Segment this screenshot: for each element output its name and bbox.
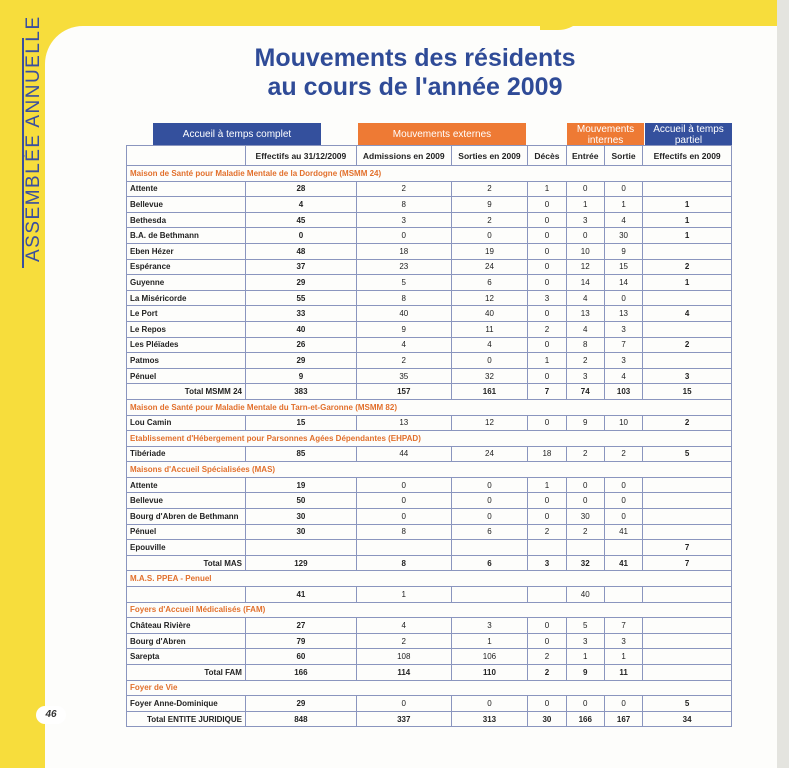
cell-value: 4 [566, 321, 604, 337]
cell-value: 3 [451, 618, 528, 634]
cell-value: 8 [356, 197, 451, 213]
cell-value: 1 [356, 587, 451, 603]
section-label: Etablissement d'Hébergement pour Parsonnes Agées Dépendantes (EHPAD) [127, 431, 732, 447]
cell-value: 0 [566, 493, 604, 509]
cell-value: 44 [356, 446, 451, 462]
cell-value: 3 [643, 368, 732, 384]
cell-value: 9 [566, 665, 604, 681]
cell-value [643, 321, 732, 337]
table-row [127, 696, 732, 712]
row-name: Bellevue [127, 493, 246, 509]
cell-value: 3 [566, 212, 604, 228]
table-row [127, 649, 732, 665]
cell-value: 5 [643, 446, 732, 462]
cell-value: 7 [528, 384, 566, 400]
cell-value: 4 [245, 197, 356, 213]
cell-value: 2 [604, 446, 642, 462]
row-name: Bethesda [127, 212, 246, 228]
row-name: Attente [127, 181, 246, 197]
cell-value: 60 [245, 649, 356, 665]
section-label: Maison de Santé pour Maladie Mentale de la Dordogne (MSMM 24) [127, 166, 732, 182]
cell-value: 23 [356, 259, 451, 275]
cell-value: 14 [604, 275, 642, 291]
cell-value: 9 [604, 243, 642, 259]
row-name: Le Port [127, 306, 246, 322]
page-binding-edge [777, 0, 789, 768]
cell-value: 11 [451, 321, 528, 337]
cell-value: 41 [604, 555, 642, 571]
section-row [127, 166, 732, 182]
section-label: Foyer de Vie [127, 680, 732, 696]
cell-value [604, 540, 642, 556]
cell-value: 1 [566, 197, 604, 213]
cell-value: 1 [643, 228, 732, 244]
table-row [127, 321, 732, 337]
cell-value: 18 [528, 446, 566, 462]
row-name: B.A. de Bethmann [127, 228, 246, 244]
table-row [127, 228, 732, 244]
cell-value: 2 [356, 181, 451, 197]
cell-value: 1 [643, 212, 732, 228]
cell-value: 10 [566, 243, 604, 259]
cell-value: 1 [528, 477, 566, 493]
cell-value: 166 [566, 711, 604, 727]
residents-table [126, 145, 732, 727]
section-row [127, 571, 732, 587]
cell-value: 2 [356, 353, 451, 369]
cell-value: 3 [528, 555, 566, 571]
cell-value: 4 [566, 290, 604, 306]
cell-value: 0 [604, 290, 642, 306]
cell-value: 79 [245, 633, 356, 649]
section-label: Maison de Santé pour Maladie Mentale du Tarn-et-Garonne (MSMM 82) [127, 399, 732, 415]
cell-value: 9 [566, 415, 604, 431]
table-row [127, 243, 732, 259]
cell-value: 0 [528, 259, 566, 275]
cell-value: 0 [528, 415, 566, 431]
cell-value: 0 [528, 509, 566, 525]
cell-value: 4 [356, 618, 451, 634]
cell-value: 1 [451, 633, 528, 649]
table-row [127, 259, 732, 275]
cell-value: 3 [566, 633, 604, 649]
cell-value: 2 [528, 649, 566, 665]
cell-value: 30 [245, 524, 356, 540]
cell-value: 24 [451, 259, 528, 275]
cell-value: 19 [451, 243, 528, 259]
table-row [127, 353, 732, 369]
cell-value: 2 [356, 633, 451, 649]
table-row [127, 212, 732, 228]
cell-value: 41 [245, 587, 356, 603]
cell-value: 48 [245, 243, 356, 259]
cell-value: 337 [356, 711, 451, 727]
cell-value: 40 [245, 321, 356, 337]
section-label: Maisons d'Accueil Spécialisées (MAS) [127, 462, 732, 478]
cell-value: 2 [528, 665, 566, 681]
cell-value: 32 [451, 368, 528, 384]
row-name: Total MAS [127, 555, 246, 571]
cell-value [643, 353, 732, 369]
header-accueil-partiel: Accueil à temps partiel [645, 123, 732, 146]
cell-value [451, 540, 528, 556]
cell-value: 108 [356, 649, 451, 665]
column-header: Entrée [566, 146, 604, 166]
cell-value: 167 [604, 711, 642, 727]
cell-value: 3 [528, 290, 566, 306]
table-row [127, 275, 732, 291]
cell-value [643, 290, 732, 306]
row-name: Château Rivière [127, 618, 246, 634]
table-row [127, 540, 732, 556]
cell-value: 2 [566, 524, 604, 540]
cell-value: 0 [451, 228, 528, 244]
cell-value: 15 [604, 259, 642, 275]
cell-value [643, 509, 732, 525]
column-header: Sortie [604, 146, 642, 166]
cell-value: 1 [604, 649, 642, 665]
cell-value: 35 [356, 368, 451, 384]
cell-value: 13 [604, 306, 642, 322]
cell-value: 0 [528, 306, 566, 322]
cell-value: 383 [245, 384, 356, 400]
cell-value: 5 [566, 618, 604, 634]
cell-value: 7 [604, 618, 642, 634]
cell-value: 9 [245, 368, 356, 384]
cell-value: 0 [528, 633, 566, 649]
row-name: Sarepta [127, 649, 246, 665]
table-row [127, 337, 732, 353]
cell-value: 12 [451, 290, 528, 306]
column-header: Effectifs en 2009 [643, 146, 732, 166]
cell-value: 2 [451, 212, 528, 228]
header-mouvements-internes: Mouvements internes [567, 123, 644, 146]
header-mouvements-externes: Mouvements externes [358, 123, 526, 146]
section-row [127, 431, 732, 447]
cell-value: 27 [245, 618, 356, 634]
cell-value: 5 [356, 275, 451, 291]
table-row [127, 446, 732, 462]
cell-value: 29 [245, 275, 356, 291]
cell-value: 19 [245, 477, 356, 493]
cell-value: 9 [451, 197, 528, 213]
cell-value [528, 540, 566, 556]
cell-value: 1 [528, 353, 566, 369]
cell-value: 15 [643, 384, 732, 400]
section-row [127, 399, 732, 415]
cell-value: 0 [356, 493, 451, 509]
cell-value: 129 [245, 555, 356, 571]
cell-value: 40 [451, 306, 528, 322]
cell-value: 30 [245, 509, 356, 525]
cell-value: 0 [528, 197, 566, 213]
column-header: Admissions en 2009 [356, 146, 451, 166]
page-title-line1: Mouvements des résidents [254, 44, 576, 72]
row-name: Eben Hézer [127, 243, 246, 259]
cell-value: 8 [356, 290, 451, 306]
row-name: Attente [127, 477, 246, 493]
cell-value: 1 [604, 197, 642, 213]
cell-value: 0 [528, 493, 566, 509]
column-header: Décès [528, 146, 566, 166]
cell-value: 0 [451, 509, 528, 525]
cell-value: 0 [604, 181, 642, 197]
row-name: Bourg d'Abren de Bethmann [127, 509, 246, 525]
cell-value: 0 [356, 477, 451, 493]
row-name: Pénuel [127, 368, 246, 384]
cell-value: 50 [245, 493, 356, 509]
cell-value: 13 [356, 415, 451, 431]
cell-value [643, 524, 732, 540]
cell-value: 0 [528, 368, 566, 384]
cell-value: 18 [356, 243, 451, 259]
cell-value: 40 [356, 306, 451, 322]
cell-value: 0 [528, 696, 566, 712]
cell-value: 3 [604, 633, 642, 649]
cell-value: 0 [451, 493, 528, 509]
section-row [127, 680, 732, 696]
cell-value [643, 181, 732, 197]
cell-value [643, 587, 732, 603]
cell-value [643, 243, 732, 259]
cell-value: 3 [566, 368, 604, 384]
cell-value: 15 [245, 415, 356, 431]
cell-value: 6 [451, 275, 528, 291]
cell-value: 0 [451, 696, 528, 712]
table-row [127, 509, 732, 525]
cell-value: 2 [528, 321, 566, 337]
row-name: Pénuel [127, 524, 246, 540]
row-name: Espérance [127, 259, 246, 275]
cell-value: 5 [643, 696, 732, 712]
cell-value: 0 [528, 228, 566, 244]
cell-value: 0 [604, 696, 642, 712]
cell-value: 1 [566, 649, 604, 665]
cell-value: 33 [245, 306, 356, 322]
cell-value: 2 [566, 353, 604, 369]
cell-value: 110 [451, 665, 528, 681]
cell-value: 40 [566, 587, 604, 603]
cell-value: 0 [566, 477, 604, 493]
cell-value: 7 [604, 337, 642, 353]
cell-value: 0 [604, 509, 642, 525]
cell-value: 0 [528, 212, 566, 228]
cell-value: 161 [451, 384, 528, 400]
row-name: Total MSMM 24 [127, 384, 246, 400]
table-row [127, 618, 732, 634]
cell-value: 12 [566, 259, 604, 275]
table-row [127, 181, 732, 197]
cell-value: 29 [245, 696, 356, 712]
cell-value: 3 [604, 353, 642, 369]
row-name: Les Pléïades [127, 337, 246, 353]
cell-value [604, 587, 642, 603]
table-row [127, 524, 732, 540]
cell-value [451, 587, 528, 603]
row-name: Bellevue [127, 197, 246, 213]
row-name: La Miséricorde [127, 290, 246, 306]
cell-value: 2 [566, 446, 604, 462]
cell-value: 6 [451, 524, 528, 540]
section-label: M.A.S. PPEA - Penuel [127, 571, 732, 587]
cell-value: 4 [356, 337, 451, 353]
row-name [127, 587, 246, 603]
cell-value: 0 [604, 477, 642, 493]
cell-value [643, 618, 732, 634]
cell-value: 3 [604, 321, 642, 337]
cell-value: 3 [356, 212, 451, 228]
cell-value: 26 [245, 337, 356, 353]
cell-value: 114 [356, 665, 451, 681]
cell-value: 0 [451, 477, 528, 493]
cell-value: 1 [528, 181, 566, 197]
cell-value: 4 [451, 337, 528, 353]
cell-value: 1 [643, 197, 732, 213]
cell-value: 7 [643, 555, 732, 571]
cell-value [356, 540, 451, 556]
cell-value: 4 [604, 368, 642, 384]
cell-value [643, 477, 732, 493]
cell-value: 0 [245, 228, 356, 244]
page-number: 46 [36, 706, 66, 724]
cell-value: 24 [451, 446, 528, 462]
row-name: Total ENTITE JURIDIQUE [127, 711, 246, 727]
row-name: Total FAM [127, 665, 246, 681]
cell-value: 14 [566, 275, 604, 291]
cell-value: 0 [356, 509, 451, 525]
cell-value: 0 [356, 696, 451, 712]
cell-value [643, 493, 732, 509]
table-row [127, 415, 732, 431]
cell-value: 12 [451, 415, 528, 431]
page-title-line2: au cours de l'année 2009 [267, 73, 563, 101]
section-row [127, 602, 732, 618]
cell-value: 106 [451, 649, 528, 665]
cell-value: 34 [643, 711, 732, 727]
cell-value: 0 [528, 618, 566, 634]
cell-value: 0 [566, 696, 604, 712]
cell-value: 30 [528, 711, 566, 727]
cell-value: 11 [604, 665, 642, 681]
cell-value: 30 [604, 228, 642, 244]
total-row [127, 384, 732, 400]
cell-value: 0 [356, 228, 451, 244]
total-row [127, 665, 732, 681]
table-row [127, 197, 732, 213]
cell-value: 313 [451, 711, 528, 727]
cell-value: 45 [245, 212, 356, 228]
section-row [127, 462, 732, 478]
row-name: Le Repos [127, 321, 246, 337]
cell-value: 0 [566, 181, 604, 197]
cell-value: 0 [451, 353, 528, 369]
cell-value: 30 [566, 509, 604, 525]
side-section-title: ASSEMBLÉE ANNUELLE [23, 15, 44, 262]
cell-value: 7 [643, 540, 732, 556]
cell-value: 28 [245, 181, 356, 197]
cell-value: 848 [245, 711, 356, 727]
cell-value: 157 [356, 384, 451, 400]
cell-value: 32 [566, 555, 604, 571]
cell-value: 41 [604, 524, 642, 540]
cell-value: 10 [604, 415, 642, 431]
cell-value: 4 [604, 212, 642, 228]
cell-value [245, 540, 356, 556]
total-row [127, 555, 732, 571]
cell-value [643, 665, 732, 681]
total-row [127, 711, 732, 727]
table-row [127, 633, 732, 649]
header-accueil-complet: Accueil à temps complet [153, 123, 321, 146]
table-row [127, 477, 732, 493]
cell-value [528, 587, 566, 603]
cell-value: 85 [245, 446, 356, 462]
table-header-row [127, 146, 732, 166]
cell-value: 4 [643, 306, 732, 322]
cell-value [566, 540, 604, 556]
row-name: Lou Camin [127, 415, 246, 431]
cell-value: 0 [528, 337, 566, 353]
cell-value: 2 [451, 181, 528, 197]
row-name: Epouville [127, 540, 246, 556]
cell-value: 0 [528, 243, 566, 259]
cell-value: 29 [245, 353, 356, 369]
cell-value: 74 [566, 384, 604, 400]
cell-value: 37 [245, 259, 356, 275]
cell-value: 0 [604, 493, 642, 509]
row-name: Bourg d'Abren [127, 633, 246, 649]
cell-value: 2 [528, 524, 566, 540]
row-name: Foyer Anne-Dominique [127, 696, 246, 712]
cell-value: 13 [566, 306, 604, 322]
cell-value: 2 [643, 337, 732, 353]
table-row [127, 290, 732, 306]
cell-value: 1 [643, 275, 732, 291]
cell-value [643, 633, 732, 649]
row-name: Patmos [127, 353, 246, 369]
cell-value: 8 [356, 524, 451, 540]
cell-value: 103 [604, 384, 642, 400]
row-name: Tibériade [127, 446, 246, 462]
header-empty-cell [127, 146, 246, 166]
page-title [180, 44, 650, 102]
cell-value: 2 [643, 415, 732, 431]
cell-value: 8 [356, 555, 451, 571]
table-row [127, 306, 732, 322]
section-label: Foyers d'Accueil Médicalisés (FAM) [127, 602, 732, 618]
table-row [127, 493, 732, 509]
table-row [127, 587, 732, 603]
column-header: Effectifs au 31/12/2009 [245, 146, 356, 166]
cell-value: 166 [245, 665, 356, 681]
cell-value: 9 [356, 321, 451, 337]
cell-value: 0 [566, 228, 604, 244]
cell-value: 8 [566, 337, 604, 353]
cell-value [643, 649, 732, 665]
cell-value: 6 [451, 555, 528, 571]
column-header: Sorties en 2009 [451, 146, 528, 166]
cell-value: 55 [245, 290, 356, 306]
cell-value: 2 [643, 259, 732, 275]
cell-value: 0 [528, 275, 566, 291]
row-name: Guyenne [127, 275, 246, 291]
top-yellow-strip [0, 0, 585, 26]
table-row [127, 368, 732, 384]
